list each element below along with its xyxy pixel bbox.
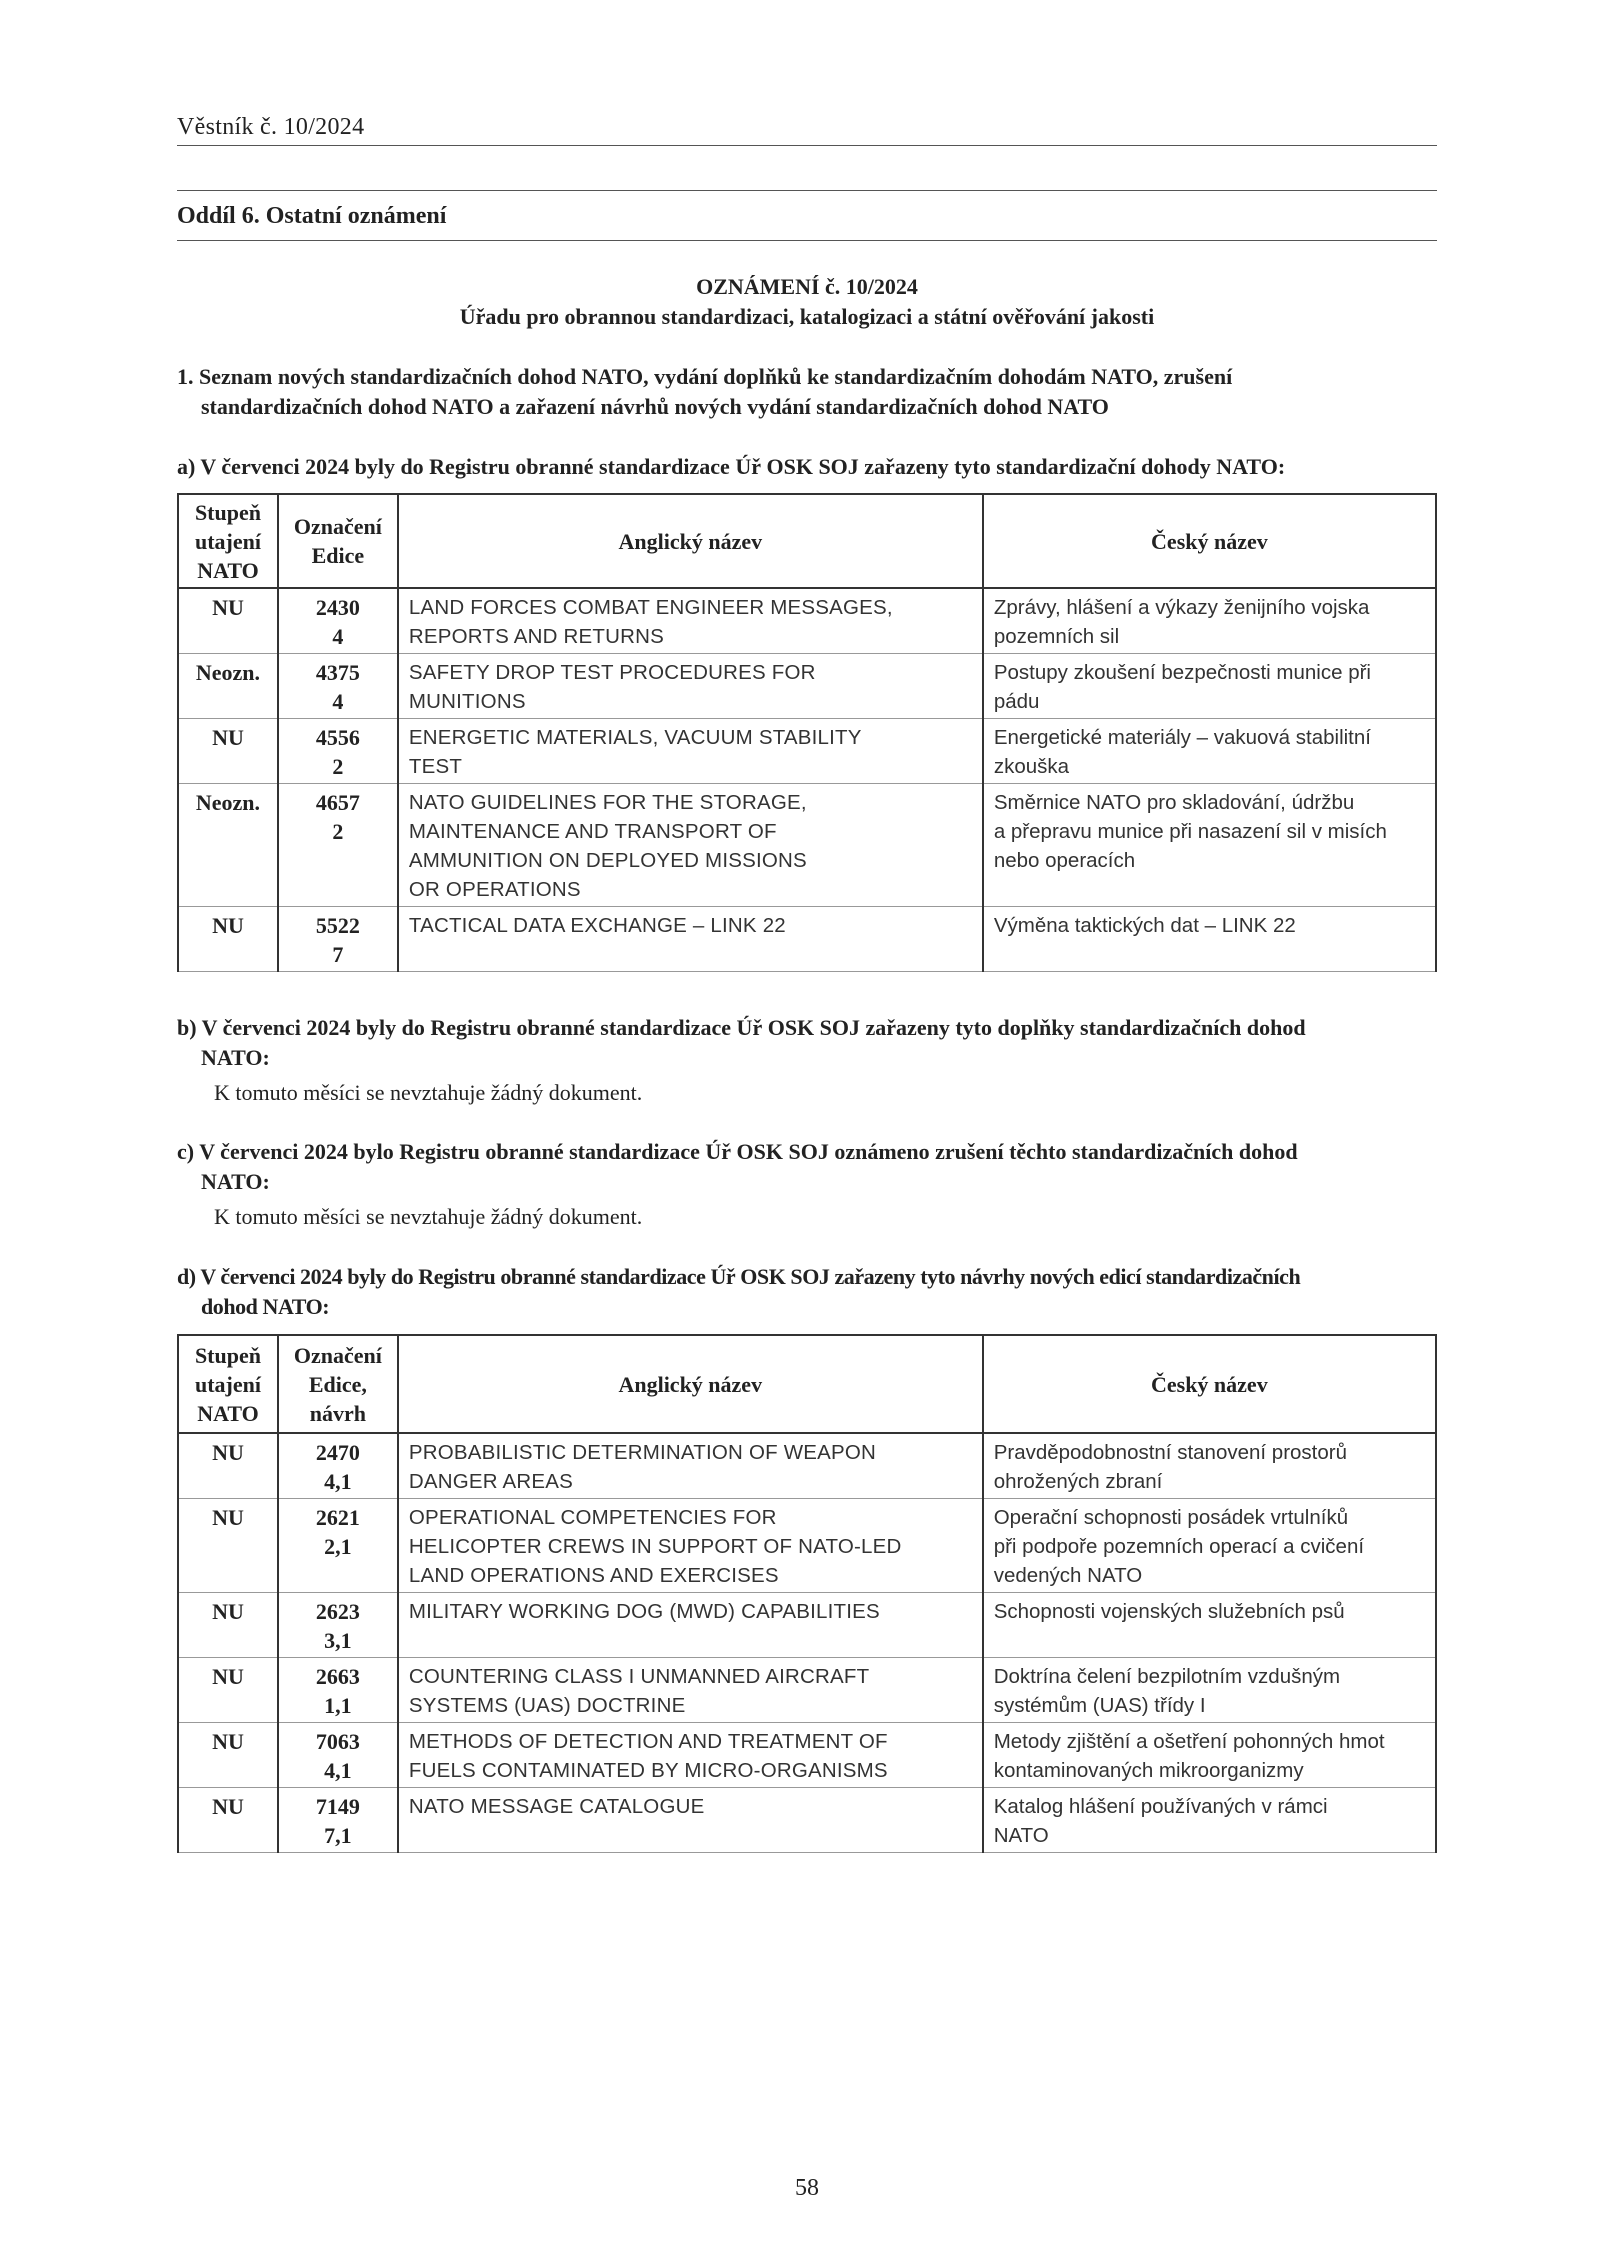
table-row — [178, 719, 1436, 784]
cell-czech-title — [983, 1499, 1436, 1593]
english-title-line: FUELS CONTAMINATED BY MICRO-ORGANISMS — [408, 1759, 888, 1782]
cell-stanag-mark — [278, 654, 398, 719]
column-header-mark — [278, 494, 398, 588]
stanag-number: 4556 — [315, 725, 360, 750]
table-row — [178, 784, 1436, 907]
column-header-level-line: utajení — [194, 528, 261, 554]
column-header-czech: Český název — [983, 494, 1436, 588]
section-c-line-2: NATO: — [201, 1169, 270, 1194]
stanag-edition: 4 — [332, 689, 344, 714]
section-rule-bottom — [177, 240, 1437, 241]
cell-stanag-mark — [278, 1593, 398, 1658]
stanag-edition: 2 — [332, 819, 344, 844]
journal-title: Věstník č. 10/2024 — [177, 114, 365, 140]
cell-classification — [178, 1658, 278, 1723]
cell-classification — [178, 1499, 278, 1593]
column-header-mark-line: Označení — [293, 514, 382, 539]
czech-title-line: ohrožených zbraní — [993, 1470, 1163, 1493]
table-stanags — [177, 493, 1437, 972]
english-title-line: TACTICAL DATA EXCHANGE – LINK 22 — [408, 914, 786, 937]
english-title-line: COUNTERING CLASS I UNMANNED AIRCRAFT — [408, 1665, 870, 1688]
table-row — [178, 1723, 1436, 1788]
stanag-edition: 7 — [332, 942, 344, 967]
page-number: 58 — [795, 2175, 819, 2201]
cell-english-title — [398, 1658, 983, 1723]
czech-title-line: NATO — [993, 1824, 1049, 1847]
stanag-edition: 4,1 — [324, 1758, 352, 1783]
column-header-mark-line: Edice — [311, 543, 365, 568]
cell-czech-title — [983, 1593, 1436, 1658]
stanag-edition: 3,1 — [324, 1628, 352, 1653]
classification-value: NU — [212, 913, 244, 938]
cell-stanag-mark — [278, 719, 398, 784]
stanag-edition: 4,1 — [324, 1469, 352, 1494]
cell-stanag-mark — [278, 588, 398, 654]
czech-title-line: Energetické materiály – vakuová stabilitní — [993, 726, 1371, 749]
czech-title-line: Výměna taktických dat – LINK 22 — [993, 914, 1296, 937]
cell-stanag-mark — [278, 1658, 398, 1723]
section-a-heading: a) V červenci 2024 byly do Registru obranné standardizace Úř OSK SOJ zařazeny tyto standardizační dohody NATO: — [177, 454, 1286, 479]
english-title-line: MUNITIONS — [408, 690, 526, 713]
classification-value: NU — [212, 1664, 244, 1689]
classification-value: NU — [212, 1440, 244, 1465]
column-header-mark-line: Edice, — [308, 1371, 367, 1397]
cell-czech-title — [983, 784, 1436, 907]
czech-title-line: vedených NATO — [993, 1564, 1143, 1587]
english-title-line: ENERGETIC MATERIALS, VACUUM STABILITY — [408, 726, 862, 749]
czech-title-line: kontaminovaných mikroorganizmy — [993, 1759, 1304, 1782]
czech-title-line: Katalog hlášení používaných v rámci — [993, 1795, 1328, 1818]
cell-classification — [178, 654, 278, 719]
czech-title-line: Operační schopnosti posádek vrtulníků — [993, 1506, 1349, 1529]
cell-classification — [178, 1433, 278, 1499]
czech-title-line: Směrnice NATO pro skladování, údržbu — [993, 791, 1355, 814]
cell-english-title — [398, 907, 983, 972]
cell-czech-title — [983, 907, 1436, 972]
stanag-number: 2623 — [315, 1599, 360, 1624]
stanag-number: 2621 — [315, 1505, 360, 1530]
english-title-line: LAND FORCES COMBAT ENGINEER MESSAGES, — [408, 596, 893, 619]
cell-classification — [178, 784, 278, 907]
stanag-number: 2663 — [315, 1664, 360, 1689]
cell-czech-title — [983, 719, 1436, 784]
czech-title-line: a přepravu munice při nasazení sil v misích — [993, 820, 1387, 843]
cell-czech-title — [983, 588, 1436, 654]
czech-title-line: Postupy zkoušení bezpečnosti munice při — [993, 661, 1371, 684]
table-row — [178, 1433, 1436, 1499]
stanag-edition: 2,1 — [324, 1534, 352, 1559]
english-title-line: SYSTEMS (UAS) DOCTRINE — [408, 1694, 686, 1717]
table-row — [178, 588, 1436, 654]
classification-value: NU — [212, 1794, 244, 1819]
notice-heading — [177, 272, 1437, 332]
table-header-row — [178, 1335, 1436, 1433]
english-title-line: HELICOPTER CREWS IN SUPPORT OF NATO-LED — [408, 1535, 902, 1558]
table-row — [178, 1593, 1436, 1658]
cell-stanag-mark — [278, 1499, 398, 1593]
cell-english-title — [398, 1433, 983, 1499]
stanag-number: 4375 — [315, 660, 360, 685]
czech-title-line: Doktrína čelení bezpilotním vzdušným — [993, 1665, 1341, 1688]
column-header-english: Anglický název — [398, 1335, 983, 1433]
column-header-english: Anglický název — [398, 494, 983, 588]
stanag-edition: 2 — [332, 754, 344, 779]
stanag-edition: 1,1 — [324, 1693, 352, 1718]
cell-classification — [178, 1723, 278, 1788]
section-c-line-1: c) V červenci 2024 bylo Registru obranné standardizace Úř OSK SOJ oznámeno zrušení těchto standardizačních dohod — [177, 1139, 1298, 1164]
cell-english-title — [398, 1723, 983, 1788]
table-row — [178, 654, 1436, 719]
cell-stanag-mark — [278, 1723, 398, 1788]
header-rule — [177, 145, 1437, 146]
cell-czech-title — [983, 1433, 1436, 1499]
section-c-heading — [177, 1137, 1437, 1197]
english-title-line: REPORTS AND RETURNS — [408, 625, 665, 648]
english-title-line: MILITARY WORKING DOG (MWD) CAPABILITIES — [408, 1600, 880, 1623]
czech-title-line: Schopnosti vojenských služebních psů — [993, 1600, 1345, 1623]
table-row — [178, 1788, 1436, 1853]
cell-english-title — [398, 1788, 983, 1853]
notice-subtitle: Úřadu pro obrannou standardizaci, katalogizaci a státní ověřování jakosti — [459, 304, 1155, 329]
czech-title-line: nebo operacích — [993, 849, 1136, 872]
cell-czech-title — [983, 654, 1436, 719]
classification-value: Neozn. — [195, 790, 261, 815]
classification-value: NU — [212, 1505, 244, 1530]
cell-classification — [178, 719, 278, 784]
czech-title-line: pozemních sil — [993, 625, 1120, 648]
english-title-line: NATO MESSAGE CATALOGUE — [408, 1795, 705, 1818]
classification-value: NU — [212, 1599, 244, 1624]
column-header-level-line: Stupeň — [194, 1342, 261, 1368]
cell-stanag-mark — [278, 907, 398, 972]
column-header-level-line: NATO — [197, 557, 259, 583]
section-rule-top — [177, 190, 1437, 191]
item-1-heading — [177, 362, 1437, 422]
item-1-line-2: standardizačních dohod NATO a zařazení návrhů nových vydání standardizačních dohod NATO — [201, 394, 1109, 419]
table-draft-editions — [177, 1334, 1437, 1853]
column-header-level — [178, 1335, 278, 1433]
cell-czech-title — [983, 1788, 1436, 1853]
cell-stanag-mark — [278, 1433, 398, 1499]
cell-classification — [178, 588, 278, 654]
czech-title-line: pádu — [993, 690, 1040, 713]
english-title-line: SAFETY DROP TEST PROCEDURES FOR — [408, 661, 816, 684]
english-title-line: OPERATIONAL COMPETENCIES FOR — [408, 1506, 777, 1529]
stanag-number: 5522 — [315, 913, 360, 938]
cell-english-title — [398, 588, 983, 654]
column-header-mark-line: Označení — [293, 1342, 382, 1368]
czech-title-line: systémům (UAS) třídy I — [993, 1694, 1206, 1717]
cell-english-title — [398, 1593, 983, 1658]
czech-title-line: Pravděpodobnostní stanovení prostorů — [993, 1441, 1347, 1464]
cell-czech-title — [983, 1723, 1436, 1788]
stanag-number: 2430 — [315, 595, 360, 620]
cell-stanag-mark — [278, 1788, 398, 1853]
section-b-line-1: b) V červenci 2024 byly do Registru obranné standardizace Úř OSK SOJ zařazeny tyto doplňky standardizačních dohod — [177, 1015, 1306, 1040]
cell-classification — [178, 1593, 278, 1658]
column-header-mark — [278, 1335, 398, 1433]
column-header-level-line: Stupeň — [194, 499, 261, 525]
cell-stanag-mark — [278, 784, 398, 907]
cell-english-title — [398, 1499, 983, 1593]
classification-value: NU — [212, 595, 244, 620]
classification-value: Neozn. — [195, 660, 261, 685]
section-b-note: K tomuto měsíci se nevztahuje žádný dokument. — [214, 1080, 643, 1105]
stanag-number: 2470 — [315, 1440, 360, 1465]
stanag-edition: 7,1 — [324, 1823, 352, 1848]
table-row — [178, 907, 1436, 972]
english-title-line: NATO GUIDELINES FOR THE STORAGE, — [408, 791, 807, 814]
column-header-mark-line: návrh — [309, 1400, 366, 1426]
section-b-heading — [177, 1013, 1437, 1073]
table-header-row — [178, 494, 1436, 588]
english-title-line: DANGER AREAS — [408, 1470, 574, 1493]
cell-classification — [178, 1788, 278, 1853]
cell-english-title — [398, 654, 983, 719]
section-d-heading — [177, 1262, 1437, 1322]
item-1-line-1: 1. Seznam nových standardizačních dohod NATO, vydání doplňků ke standardizačním dohodám NATO, zrušení — [177, 364, 1233, 389]
section-title: Oddíl 6. Ostatní oznámení — [177, 203, 447, 229]
cell-english-title — [398, 719, 983, 784]
classification-value: NU — [212, 725, 244, 750]
column-header-level — [178, 494, 278, 588]
cell-classification — [178, 907, 278, 972]
section-d-line-2: dohod NATO: — [201, 1294, 330, 1319]
cell-czech-title — [983, 1658, 1436, 1723]
stanag-edition: 4 — [332, 624, 344, 649]
section-c-note: K tomuto měsíci se nevztahuje žádný dokument. — [214, 1204, 643, 1229]
czech-title-line: při podpoře pozemních operací a cvičení — [993, 1535, 1365, 1558]
english-title-line: AMMUNITION ON DEPLOYED MISSIONS — [408, 849, 807, 872]
czech-title-line: Metody zjištění a ošetření pohonných hmot — [993, 1730, 1385, 1753]
english-title-line: METHODS OF DETECTION AND TREATMENT OF — [408, 1730, 888, 1753]
table-row — [178, 1658, 1436, 1723]
stanag-number: 7063 — [315, 1729, 360, 1754]
section-b-line-2: NATO: — [201, 1045, 270, 1070]
english-title-line: MAINTENANCE AND TRANSPORT OF — [408, 820, 777, 843]
section-d-line-1: d) V červenci 2024 byly do Registru obranné standardizace Úř OSK SOJ zařazeny tyto návrhy nových edicí standardizačních — [177, 1264, 1301, 1289]
stanag-number: 4657 — [315, 790, 360, 815]
classification-value: NU — [212, 1729, 244, 1754]
column-header-czech: Český název — [983, 1335, 1436, 1433]
english-title-line: OR OPERATIONS — [408, 878, 581, 901]
english-title-line: TEST — [408, 755, 463, 778]
english-title-line: PROBABILISTIC DETERMINATION OF WEAPON — [408, 1441, 877, 1464]
table-row — [178, 1499, 1436, 1593]
english-title-line: LAND OPERATIONS AND EXERCISES — [408, 1564, 779, 1587]
cell-english-title — [398, 784, 983, 907]
stanag-number: 7149 — [315, 1794, 360, 1819]
column-header-level-line: utajení — [194, 1371, 261, 1397]
czech-title-line: Zprávy, hlášení a výkazy ženijního vojska — [993, 596, 1370, 619]
notice-title: OZNÁMENÍ č. 10/2024 — [696, 274, 918, 299]
column-header-level-line: NATO — [197, 1400, 259, 1426]
czech-title-line: zkouška — [993, 755, 1070, 778]
